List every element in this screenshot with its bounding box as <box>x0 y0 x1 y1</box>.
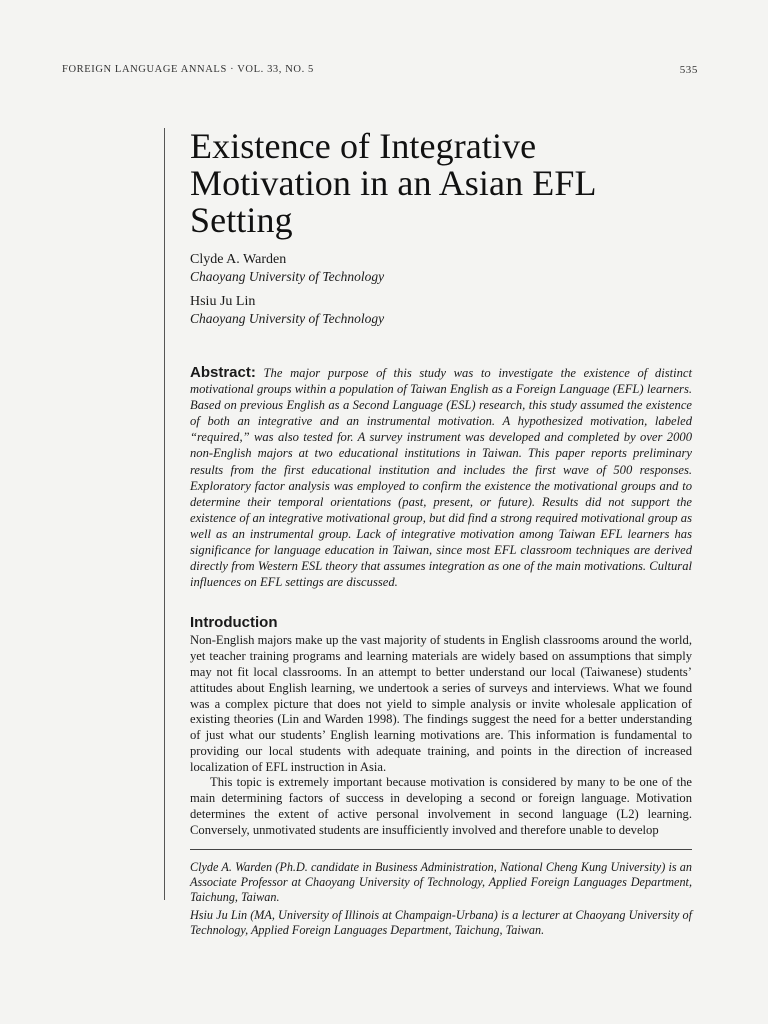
journal-name: FOREIGN LANGUAGE ANNALS · VOL. 33, NO. 5 <box>62 64 314 75</box>
abstract <box>190 365 692 590</box>
article-title: Existence of Integrative Motivation in an Asian EFL Setting <box>190 126 596 240</box>
paragraph: Non-English majors make up the vast majority of students in English classrooms around the world, yet teacher training programs and learning materials are widely based on assumptions that simply may not fit local classrooms. In an attempt to better understand our local (Taiwanese) students’ attitudes about English learning, we undertook a series of surveys and interviews. What we found was a complex picture that does not yield to simple analysis or invite wholesale application of existing theories (Lin and Warden 1998). The findings suggest the need for a better understanding of just what our students’ English learning motivations are. This information is fundamental to providing our local students with adequate training, and points in the direction of increased localization of EFL instruction in Asia. <box>190 633 692 774</box>
margin-rule <box>164 128 165 900</box>
article-body <box>190 128 692 939</box>
footnote-divider <box>190 849 692 850</box>
paragraph: This topic is extremely important because motivation is considered by many to be one of the main determining factors of success in developing a second or foreign language. Motivation determines the extent of active personal involvement in second language (L2) learning. Conversely, unmotivated students are insufficiently involved and therefore unable to develop <box>190 775 692 837</box>
section-heading-introduction: Introduction <box>190 614 278 632</box>
footnote: Hsiu Ju Lin (MA, University of Illinois at Champaign-Urbana) is a lecturer at Chaoyang University of Technology, Applied Foreign Languages Department, Taichung, Taiwan. <box>190 907 692 938</box>
author-name: Clyde A. Warden <box>190 252 287 267</box>
author-name: Hsiu Ju Lin <box>190 294 256 309</box>
abstract-label: Abstract: <box>190 364 256 381</box>
author-affiliation: Chaoyang University of Technology <box>190 269 385 284</box>
author-block <box>190 251 692 285</box>
introduction-text <box>190 633 692 838</box>
footnote: Clyde A. Warden (Ph.D. candidate in Business Administration, National Cheng Kung University) is an Associate Professor at Chaoyang University of Technology, Applied Foreign Languages Department, Taichung, Taiwan. <box>190 859 692 905</box>
author-affiliation: Chaoyang University of Technology <box>190 311 385 326</box>
author-block <box>190 293 692 327</box>
page-number: 535 <box>679 64 698 76</box>
abstract-text: The major purpose of this study was to investigate the existence of distinct motivational groups within a population of Taiwan English as a Foreign Language (EFL) learners. Based on previous English as a Second Language (ESL) research, this study assumed the existence of both an integrative and an instrumental motivation. A hypothesized motivation, labeled “required,” was also tested for. A survey instrument was developed and completed by over 2000 non-English majors at two educational institutions in Taiwan. This paper reports preliminary results from the first educational institution and includes the first wave of 500 responses. Exploratory factor analysis was employed to confirm the existence the motivational groups and to determine their temporal orientations (past, present, or future). Results did not support the existence of an integrative motivational group, but did find a strong required motivational group as well as an instrumental group. Lack of integrative motivation among Taiwan EFL learners has significance for language education in Taiwan, since most EFL classroom techniques are derived directly from Western ESL theory that assumes integration as one of the main motivations. Cultural influences on EFL settings are discussed. <box>190 366 692 590</box>
author-footnotes <box>190 860 692 939</box>
